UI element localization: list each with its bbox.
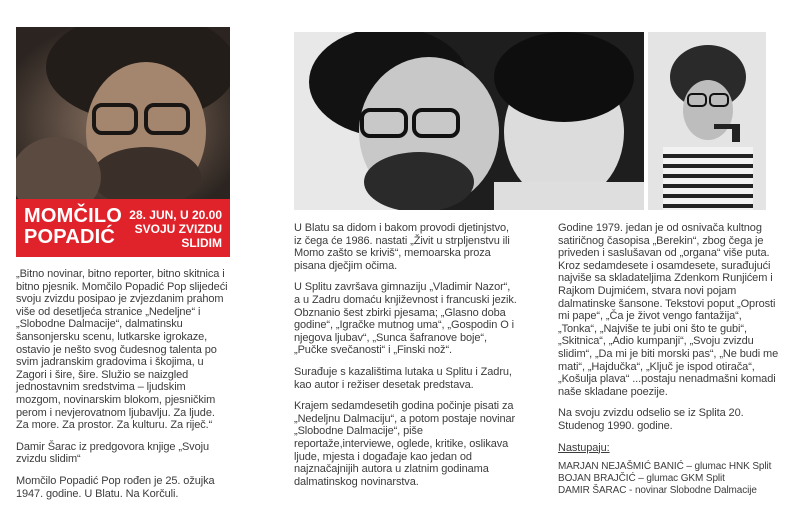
bw-photo-duo	[294, 32, 644, 210]
bio-paragraph-1: U Blatu sa didom i bakom provodi djetinjstvo, iz čega će 1986. nastati „Živit u strpljenstvu ili Momo zašto se kriviš“, memoarska proza pisana dječjim očima.	[294, 222, 510, 272]
bio-paragraph-3: Surađuje s kazalištima lutaka u Splitu i Zadru, kao autor i režiser desetak predstava.	[294, 365, 512, 391]
performer-item-1: MARJAN NEJAŠMIĆ BANIĆ – glumac HNK Split	[558, 461, 772, 473]
event-details	[129, 208, 222, 250]
bio-paragraph-4: Krajem sedamdesetih godina počinje pisati za „Nedeljnu Dalmaciju“, a potom postaje novinar „Slobodne Dalmacije“, piše reportaže,interviewe, oglede, kritike, oslikava ljude, mjesta i događaje kao jedan od najznačajnijih autora u zlatnim godinama dalmatinskog novinarstva.	[294, 400, 516, 488]
event-banner	[16, 199, 230, 257]
name-line-1: MOMČILO	[24, 205, 123, 227]
column-3-text	[558, 222, 780, 497]
name-line-2: POPADIĆ	[24, 226, 116, 248]
column-2-text	[294, 222, 518, 497]
event-date: 28. JUN, U 20.00	[129, 208, 222, 222]
birth-note: Momčilo Popadić Pop rođen je 25. ožujka 1947. godine. U Blatu. Na Korčuli.	[16, 474, 215, 500]
event-title-line-1: SVOJU ZVIZDU	[134, 222, 222, 236]
portrait-photo-glasses	[16, 27, 230, 199]
performers-heading: Nastupaju:	[558, 441, 610, 454]
performer-item-3: DAMIR ŠARAC - novinar Slobodne Dalmacije	[558, 485, 757, 497]
intro-quote: „Bitno novinar, bitno reporter, bitno skitnica i bitno pjesnik. Momčilo Popadić Pop slijedeći svoju zvizdu posipao je zvjezdanim prahom više od desetljeća stranice „Nedeljne“ i „Slobodne Dalmacije“, dalmatinsku šansonjersku scenu, lutkarske igrokaze, ostavio je nešto svog čudesnog talenta po svim jadranskim gradovima i škojima, u Zagori i šire, šire. Služio se naizgled jednostavnim sredstvima – ljudskim mozgom, novinarskim blokom, pjesničkim perom i nevjerovatnom ljubavlju. Za ljude. Za more. Za prostor. Za kulturu. Za riječ.“	[16, 268, 228, 432]
performer-item-2: BOJAN BRAJČIĆ – glumac GKM Split	[558, 473, 725, 485]
bw-photo-pipe	[648, 32, 766, 210]
bio-paragraph-6: Na svoju zvizdu odselio se iz Splita 20. Studenog 1990. godine.	[558, 407, 744, 432]
performer-name	[24, 206, 122, 248]
column-1-text	[16, 268, 230, 509]
event-title-line-2: SLIDIM	[181, 236, 222, 250]
quote-source: Damir Šarac iz predgovora knjige „Svoju zvizdu slidim“	[16, 440, 209, 466]
bio-paragraph-2: U Splitu završava gimnaziju „Vladimir Nazor“, a u Zadru domaću književnost i francuski jezik. Obznanio šest zbirki pjesama; „Glasno doba godine“, „Igračke mutnog uma“, „Gospodin O i njegova ljubav“, „Sunca šafranove boje“, „Pučke svečanosti“ i „Finski nož“.	[294, 281, 517, 357]
bio-paragraph-5: Godine 1979. jedan je od osnivača kultnog satiričnog časopisa „Berekin“, zbog čega je priveden i saslušavan od „organa“ više puta. Kroz sedamdesete i osamdesete, surađujući najviše sa skladateljima Zdenkom Runjićem i Rajkom Dujmićem, stvara novi pojam dalmatinske šansone. Tekstovi poput „Oprosti mi pape“, „Ča je život vengo fantažija“, „Tonka“, „Najviše te jubi oni što te gubi“, „Skitnica“, „Adio kumpanji“, „Svoju zvizdu slidim“, „Da mi je biti morski pas“, „Ne budi me mati“, „Hajdučka“, „Ključ je ispod otirača“, „Košulja plava“ ...postaju nenadmašni komadi naše skladane poezije.	[558, 222, 779, 398]
